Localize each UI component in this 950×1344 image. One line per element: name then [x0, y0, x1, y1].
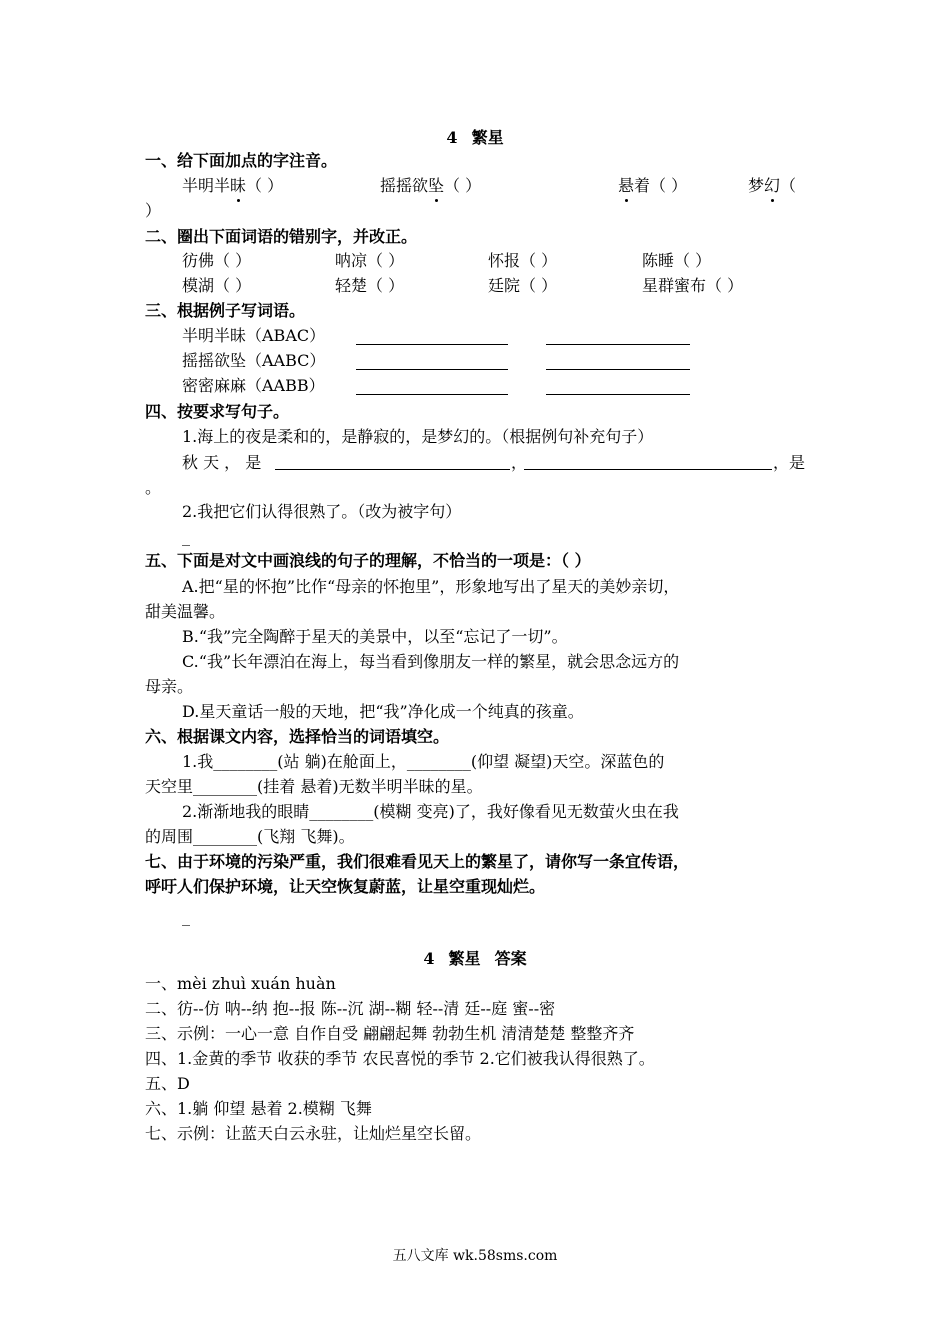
answer-blank[interactable]	[524, 469, 772, 470]
phonetic-wrap: ）	[145, 201, 162, 220]
option-c: C.“我”长年漂泊在海上，每当看到像朋友一样的繁星，就会思念远方的	[182, 652, 680, 671]
option-b: B.“我”完全陶醉于星天的美景中，以至“忘记了一切”。	[182, 627, 568, 646]
title-name: 繁星	[471, 128, 504, 147]
page-title	[0, 126, 950, 150]
sentence-q1-end: ，是	[773, 453, 806, 472]
footer-watermark: 五八文库 wk.58sms.com	[392, 1248, 558, 1264]
option-d: D.星天童话一般的天地，把“我”净化成一个纯真的孩童。	[182, 702, 584, 721]
phonetic-item-2: 摇摇欲坠（ ）	[380, 174, 481, 198]
sentence-q1: 1.海上的夜是柔和的，是静寂的，是梦幻的。（根据例句补充句子）	[182, 427, 654, 446]
phonetic-item-4: 梦幻（	[748, 174, 796, 198]
sentence-q1-start: 秋 天 ， 是	[182, 453, 262, 472]
example-word: 半明半昧（ABAC）	[182, 326, 326, 345]
answer-line: 五、D	[145, 1074, 190, 1093]
answer-blank[interactable]	[275, 469, 510, 470]
phonetic-item-3: 悬着（ ）	[618, 174, 687, 198]
answer-blank-mark: _	[182, 907, 190, 926]
example-word: 摇摇欲坠（AABC）	[182, 351, 326, 370]
answer-blank[interactable]	[356, 344, 508, 345]
answer-line: 四、1.金黄的季节 收获的季节 农民喜悦的季节 2.它们被我认得很熟了。	[145, 1049, 655, 1068]
section-3-heading: 三、根据例子写词语。	[145, 301, 306, 320]
answer-line: 三、示例：一心一意 自作自受 翩翩起舞 勃勃生机 清清楚楚 整整齐齐	[145, 1024, 635, 1043]
fill-line-1: 1.我________(站 躺)在舱面上，________(仰望 凝望)天空。深蓝色的	[182, 752, 665, 771]
section-6-heading: 六、根据课文内容，选择恰当的词语填空。	[145, 727, 450, 746]
section-7-heading-wrap: 呼吁人们保护环境，让天空恢复蔚蓝，让星空重现灿烂。	[145, 877, 546, 896]
answer-blank[interactable]	[356, 394, 508, 395]
answer-blank[interactable]	[546, 394, 690, 395]
typo-item: 廷院（ ）	[488, 276, 558, 295]
section-5-heading: 五、下面是对文中画浪线的句子的理解，不恰当的一项是：（ ）	[145, 551, 591, 570]
typo-item: 呐凉（ ）	[335, 251, 405, 270]
typo-item: 怀报（ ）	[488, 251, 558, 270]
fill-line-3: 2.渐渐地我的眼睛________(模糊 变亮)了，我好像看见无数萤火虫在我	[182, 802, 679, 821]
answer-blank-mark: _	[182, 527, 190, 546]
option-a-wrap: 甜美温馨。	[145, 602, 226, 621]
typo-item: 彷佛（ ）	[182, 251, 252, 270]
sentence-q1-wrap: 。	[145, 478, 162, 497]
answers-title: 4 繁星 答案	[423, 949, 527, 968]
answer-line: 六、1.躺 仰望 悬着 2.模糊 飞舞	[145, 1099, 372, 1118]
section-2-heading: 二、圈出下面词语的错别字，并改正。	[145, 227, 418, 246]
typo-item: 模湖（ ）	[182, 276, 252, 295]
example-word: 密密麻麻（AABB）	[182, 376, 325, 395]
typo-item: 轻楚（ ）	[335, 276, 405, 295]
sentence-q1-comma: ，	[511, 453, 528, 472]
answer-blank[interactable]	[546, 369, 690, 370]
phonetic-item-1: 半明半昧（ ）	[182, 174, 283, 198]
answer-blank[interactable]	[546, 344, 690, 345]
answer-line: 二、彷--仿 呐--纳 抱--报 陈--沉 湖--糊 轻--清 廷--庭 蜜--密	[145, 999, 556, 1018]
section-7-heading: 七、由于环境的污染严重，我们很难看见天上的繁星了，请你写一条宜传语，	[145, 852, 690, 871]
answer-blank[interactable]	[356, 369, 508, 370]
typo-item: 星群蜜布（ ）	[642, 276, 744, 295]
title-number: 4	[446, 128, 458, 147]
answer-line: 七、示例：让蓝天白云永驻，让灿烂星空长留。	[145, 1124, 482, 1143]
option-c-wrap: 母亲。	[145, 677, 194, 696]
option-a: A.把“星的怀抱”比作“母亲的怀抱里”，形象地写出了星天的美妙亲切，	[182, 577, 680, 596]
typo-item: 陈睡（ ）	[642, 251, 712, 270]
sentence-q2: 2.我把它们认得很熟了。（改为被字句）	[182, 502, 462, 521]
section-1-heading: 一、给下面加点的字注音。	[145, 151, 338, 170]
fill-line-2: 天空里________(挂着 悬着)无数半明半昧的星。	[145, 777, 483, 796]
fill-line-4: 的周围________(飞翔 飞舞)。	[145, 827, 355, 846]
section-4-heading: 四、按要求写句子。	[145, 402, 290, 421]
answer-line: 一、mèi zhuì xuán huàn	[145, 974, 336, 993]
